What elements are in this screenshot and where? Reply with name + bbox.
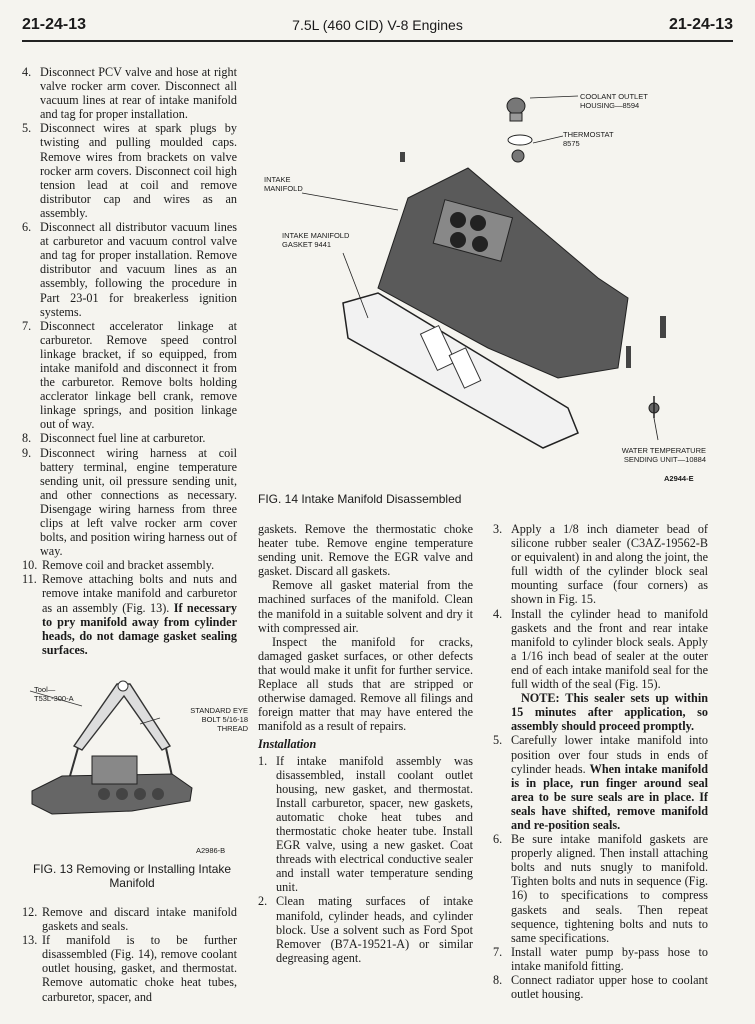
step-number: 11.: [22, 572, 37, 587]
step-10: [22, 558, 237, 572]
step-text: Disconnect accelerator linkage at carburetor. Remove speed control linkage bracket, if so equipped, from intake manifold and disconnect it from the carburetor. Remove bolts holding acclerator linkage bell crank, remove linkage springs, and position linkage out of way.: [40, 318, 237, 432]
step-13: [22, 933, 237, 1003]
gasket-part: GASKET 9441: [282, 240, 332, 249]
coolant-part: HOUSING—8594: [580, 101, 640, 110]
fig14-water-label: [610, 446, 706, 464]
fig13-code: A2986-B: [196, 846, 226, 855]
caption-line1: FIG. 13 Removing or Installing Intake: [32, 862, 232, 876]
install-step-3: [493, 522, 708, 607]
fig13-tool-label: [34, 685, 74, 703]
step-text: Disconnect wires at spark plugs by twisting and pulling moulded caps. Remove wires from brackets on valve rocker arm covers. Disconnect coil high tension lead at coil and remove distributor cap and wires as an assembly.: [40, 121, 237, 220]
step-number: 6.: [493, 832, 503, 847]
step-4: [22, 65, 237, 121]
step-text: Remove and discard intake manifold gaskets and seals.: [42, 905, 237, 934]
install-step-8: [493, 973, 708, 1001]
install-step-5: [493, 733, 708, 832]
thread-text: THREAD: [217, 724, 248, 733]
eye-text: STANDARD EYE: [190, 706, 248, 715]
step-number: 8.: [22, 431, 32, 446]
tool-number: T53L-300-A: [34, 694, 74, 703]
note: [493, 691, 708, 733]
paragraph-2: Remove all gasket material from the machined surfaces of the manifold. Clean the manifold in a suitable solvent and dry it with compressed air.: [258, 578, 473, 635]
figure-13-illustration: [22, 676, 242, 856]
step-8: [22, 431, 237, 445]
step-number: 2.: [258, 894, 268, 909]
step-number: 12.: [22, 905, 38, 919]
step-number: 7.: [22, 318, 32, 333]
header-rule: [22, 40, 733, 42]
step-number: 13.: [22, 933, 38, 948]
manifold-text: MANIFOLD: [264, 184, 303, 193]
step-number: 3.: [493, 522, 503, 536]
step-7: [22, 319, 237, 432]
step-number: 4.: [22, 65, 32, 79]
section-heading-installation: Installation: [258, 737, 317, 752]
install-step-6: [493, 832, 708, 945]
coolant-text: COOLANT OUTLET: [580, 92, 648, 101]
step-text: Install the cylinder head to manifold gaskets and the front and rear intake manifold to cylinder block seals. Apply a 1/16 inch bead of sealer at the outer end of each intake manifold seal for the full width of the seal (Fig. 15).: [511, 606, 708, 692]
gasket-text: INTAKE MANIFOLD: [282, 231, 350, 240]
column-left-continued: [22, 905, 237, 1004]
step-number: 7.: [493, 944, 503, 959]
step-text: Install water pump by-pass hose to intake manifold fitting.: [511, 944, 708, 973]
step-text: Disconnect all distributor vacuum lines at carburetor and vacuum control valve and tag for proper installation. Remove distributor and vacuum lines as an assembly, following the procedure in Part 23-01 for breakerless ignition systems.: [40, 220, 237, 319]
page-title: 7.5L (460 CID) V-8 Engines: [292, 17, 463, 33]
step-12: [22, 905, 237, 933]
install-step-2: [258, 894, 473, 964]
paragraph-1: gaskets. Remove the thermostatic choke heater tube. Remove engine temperature sending unit. Remove the EGR valve and gasket. Discard all gaskets.: [258, 522, 473, 579]
intake-text: INTAKE: [264, 175, 291, 184]
step-number: 5.: [22, 121, 32, 136]
fig14-code: A2944-E: [664, 474, 694, 483]
step-text: Disconnect PCV valve and hose at right valve rocker arm cover. Disconnect all vacuum lines at rear of intake manifold and tag for proper installation.: [40, 65, 237, 122]
step-number: 10.: [22, 558, 38, 573]
step-9: [22, 446, 237, 559]
step-number: 8.: [493, 973, 503, 987]
note-text: NOTE: This sealer sets up within 15 minutes after application, so assembly should proceed promptly.: [511, 691, 708, 734]
step-number: 9.: [22, 445, 32, 460]
install-step-7: [493, 945, 708, 973]
page-number-left: 21-24-13: [22, 16, 87, 33]
bolt-text: BOLT 5/16-18: [201, 715, 248, 724]
step-5: [22, 121, 237, 220]
page-number-right: 21-24-13: [668, 16, 733, 33]
step-number: 4.: [493, 606, 503, 621]
fig14-caption: FIG. 14 Intake Manifold Disassembled: [258, 492, 462, 506]
step-text: Connect radiator upper hose to coolant outlet housing.: [511, 973, 708, 1002]
step-text: If intake manifold assembly was disassembled, install coolant outlet housing, new gasket, and thermostat. Install carburetor, spacer, new gaskets, automatic choke heat tubes and thermostatic choke heater tube. Install EGR valve, using a new gasket. Coat threads with electrical conductive sealer and install water temperature sending unit.: [276, 753, 473, 895]
step-number: 6.: [22, 220, 32, 235]
step-text: Be sure intake manifold gaskets are properly aligned. Then install attaching bolts and nuts snugly to manifold. Tighten bolts and nuts in sequence (Fig. 16) to specifications to compress gaskets and seals. Then repeat sequence, tightening bolts and nuts to same specifications.: [511, 832, 708, 945]
fig14-thermostat-label: [563, 130, 614, 148]
fig14-gasket-label: [282, 231, 349, 249]
column-middle: [258, 522, 473, 965]
install-step-4: [493, 607, 708, 692]
step-text: Remove coil and bracket assembly.: [42, 558, 215, 573]
thermostat-part: 8575: [563, 139, 580, 148]
page-header: [22, 16, 733, 38]
fig14-coolant-label: [580, 92, 648, 110]
fig13-eyebolt-label: [162, 706, 248, 733]
step-text: Clean mating surfaces of intake manifold, cylinder heads, and cylinder block. Use a solvent such as Ford Spot Remover (B7A-19521-A) or similar degreasing agent.: [276, 894, 473, 965]
step-number: 1.: [258, 753, 268, 768]
step-warning: If necessary to pry manifold away from cylinder heads, do not damage gasket sealing surfaces.: [42, 600, 237, 657]
step-text: Remove attaching bolts and nuts and remove intake manifold and carburetor as an assembly (Fig. 13).: [42, 572, 237, 615]
fig14-intake-label: [264, 175, 303, 193]
step-text: If manifold is to be further disassembled (Fig. 14), remove coolant outlet housing, gasket, and thermostat. Remove automatic choke heat tubes, carburetor, spacer, and: [42, 933, 237, 1004]
step-text: Carefully lower intake manifold into position over four studs in ends of cylinder heads.: [511, 733, 708, 776]
tool-text: Tool—: [34, 685, 56, 694]
paragraph-3: Inspect the manifold for cracks, damaged gasket surfaces, or other defects that would make it unfit for further service. Replace all studs that are stripped or otherwise damaged. Remove all filings and foreign matter that may have entered the manifold as a result of repairs.: [258, 634, 473, 734]
fig13-caption: [22, 862, 242, 890]
column-left: [22, 65, 237, 657]
water-part: SENDING UNIT—10884: [623, 455, 706, 464]
step-6: [22, 220, 237, 319]
step-text: Apply a 1/8 inch diameter bead of silicone rubber sealer (C3AZ-19562-B or equivalent) in and along the joint, the full width of the cylinder block seal mounting surface (four corners) as shown in Fig. 15.: [511, 522, 708, 607]
column-right: [493, 522, 708, 1001]
step-text: Disconnect fuel line at carburetor.: [40, 431, 206, 446]
thermostat-text: THERMOSTAT: [563, 130, 614, 139]
step-number: 5.: [493, 733, 503, 748]
step-warning: When intake manifold is in place, run finger around seal area to be sure seals are in place. If seals have shifted, remove manifold and re-position seals.: [511, 761, 708, 832]
figure-14-illustration: [258, 88, 718, 478]
water-text: WATER TEMPERATURE: [621, 446, 706, 455]
step-text: Disconnect wiring harness at coil battery terminal, engine temperature sending unit, oil pressure sending unit, and other connections as necessary. Disengage wiring harness from three clips at left valve rocker arm cover bolts, and position wiring harness out of way.: [40, 445, 237, 559]
install-step-1: [258, 754, 473, 895]
caption-line2: Manifold: [109, 876, 155, 890]
step-11: [22, 572, 237, 657]
